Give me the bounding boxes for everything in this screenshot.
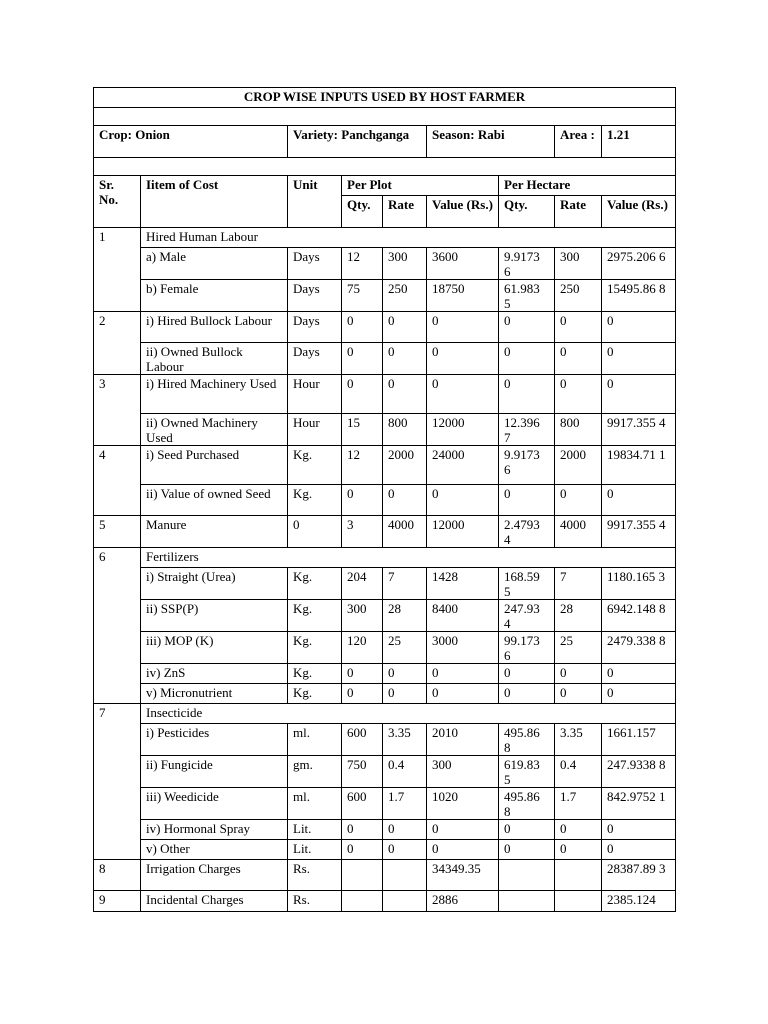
header-plot-rate: Rate [383, 196, 427, 228]
cell-plot-rate: 25 [383, 632, 427, 664]
cell-plot-rate: 0 [383, 664, 427, 684]
cell-hectare-qty: 247.93 4 [499, 600, 555, 632]
cell-item: b) Female [141, 280, 288, 312]
table-row [94, 860, 676, 891]
cell-hectare-rate: 0 [555, 820, 602, 840]
table-row [94, 600, 676, 632]
cell-hectare-value: 842.9752 1 [602, 788, 676, 820]
cell-plot-value: 1020 [427, 788, 499, 820]
cell-hectare-value: 0 [602, 375, 676, 414]
area-label: Area : [555, 126, 602, 158]
cell-unit: Kg. [288, 485, 342, 516]
cell-hectare-rate: 0 [555, 485, 602, 516]
cell-hectare-rate: 4000 [555, 516, 602, 548]
cell-hectare-qty: 9.9173 6 [499, 248, 555, 280]
cell-sr: 9 [94, 891, 141, 912]
table-row [94, 280, 676, 312]
cell-plot-rate: 4000 [383, 516, 427, 548]
cell-item: ii) SSP(P) [141, 600, 288, 632]
cell-hectare-value: 9917.355 4 [602, 516, 676, 548]
meta-row [94, 126, 676, 158]
cell-unit: Days [288, 343, 342, 375]
cell-hectare-rate: 0 [555, 840, 602, 860]
cell-unit: Kg. [288, 446, 342, 485]
cell-hectare-qty: 619.83 5 [499, 756, 555, 788]
table-row [94, 485, 676, 516]
table-row [94, 788, 676, 820]
spacer-row [94, 158, 676, 176]
table-row [94, 414, 676, 446]
cell-plot-rate: 28 [383, 600, 427, 632]
cell-plot-qty: 0 [342, 664, 383, 684]
cell-plot-value: 12000 [427, 414, 499, 446]
header-per-plot: Per Plot [342, 176, 499, 196]
spacer-row [94, 108, 676, 126]
cell-hectare-value: 0 [602, 343, 676, 375]
cell-hectare-rate: 7 [555, 568, 602, 600]
cell-hectare-value: 2479.338 8 [602, 632, 676, 664]
cell-hectare-rate: 25 [555, 632, 602, 664]
cell-hectare-rate [555, 891, 602, 912]
cell-plot-qty: 12 [342, 446, 383, 485]
cell-hectare-rate: 0 [555, 343, 602, 375]
crop-label: Crop: Onion [94, 126, 288, 158]
cell-item: Incidental Charges [141, 891, 288, 912]
cell-unit: Days [288, 312, 342, 343]
cell-plot-qty [342, 860, 383, 891]
cell-plot-qty: 3 [342, 516, 383, 548]
cell-plot-value: 0 [427, 684, 499, 704]
table-row [94, 568, 676, 600]
cell-unit: gm. [288, 756, 342, 788]
crop-inputs-table [93, 87, 676, 912]
table-row [94, 840, 676, 860]
cell-plot-qty: 300 [342, 600, 383, 632]
cell-hectare-value: 247.9338 8 [602, 756, 676, 788]
cell-plot-value: 0 [427, 664, 499, 684]
cell-item: ii) Fungicide [141, 756, 288, 788]
table-row [94, 312, 676, 343]
cell-plot-rate [383, 891, 427, 912]
cell-hectare-qty: 495.86 8 [499, 788, 555, 820]
cell-hectare-rate: 0 [555, 375, 602, 414]
cell-sr: 4 [94, 446, 141, 516]
cell-plot-qty: 0 [342, 485, 383, 516]
header-hectare-qty: Qty. [499, 196, 555, 228]
cell-plot-rate: 0 [383, 312, 427, 343]
cell-plot-value: 12000 [427, 516, 499, 548]
cell-hectare-qty: 9.9173 6 [499, 446, 555, 485]
cell-item: Hired Human Labour [141, 228, 676, 248]
cell-plot-value: 300 [427, 756, 499, 788]
cell-hectare-value: 0 [602, 840, 676, 860]
cell-plot-value: 0 [427, 840, 499, 860]
cell-item: Manure [141, 516, 288, 548]
cell-item: ii) Owned Machinery Used [141, 414, 288, 446]
cell-plot-rate: 1.7 [383, 788, 427, 820]
table-row [94, 684, 676, 704]
cell-plot-value: 3600 [427, 248, 499, 280]
area-value: 1.21 [602, 126, 676, 158]
cell-item: i) Hired Machinery Used [141, 375, 288, 414]
cell-sr: 3 [94, 375, 141, 446]
cell-hectare-rate: 0 [555, 684, 602, 704]
cell-plot-rate: 2000 [383, 446, 427, 485]
cell-plot-rate: 0 [383, 375, 427, 414]
table-row [94, 820, 676, 840]
cell-plot-value: 3000 [427, 632, 499, 664]
cell-plot-rate: 300 [383, 248, 427, 280]
cell-unit: Days [288, 280, 342, 312]
table-row [94, 446, 676, 485]
cell-item: ii) Owned Bullock Labour [141, 343, 288, 375]
cell-plot-value: 2886 [427, 891, 499, 912]
table-title: CROP WISE INPUTS USED BY HOST FARMER [94, 88, 676, 108]
cell-hectare-value: 9917.355 4 [602, 414, 676, 446]
table-row [94, 756, 676, 788]
cell-unit: Kg. [288, 600, 342, 632]
cell-item: v) Other [141, 840, 288, 860]
cell-sr: 1 [94, 228, 141, 312]
cell-item: v) Micronutrient [141, 684, 288, 704]
cell-hectare-value: 0 [602, 664, 676, 684]
header-unit: Unit [288, 176, 342, 228]
table-row [94, 375, 676, 414]
cell-unit: Lit. [288, 840, 342, 860]
cell-hectare-qty: 12.396 7 [499, 414, 555, 446]
cell-unit: Kg. [288, 684, 342, 704]
header-hectare-rate: Rate [555, 196, 602, 228]
cell-plot-rate: 0 [383, 820, 427, 840]
cell-hectare-value: 2385.124 [602, 891, 676, 912]
cell-plot-rate: 0 [383, 684, 427, 704]
cell-item: Irrigation Charges [141, 860, 288, 891]
cell-unit: Lit. [288, 820, 342, 840]
table-row [94, 343, 676, 375]
cell-plot-rate: 800 [383, 414, 427, 446]
season-label: Season: Rabi [427, 126, 555, 158]
cell-hectare-qty: 99.173 6 [499, 632, 555, 664]
cell-plot-qty [342, 891, 383, 912]
cell-unit: Kg. [288, 568, 342, 600]
cell-hectare-value: 1180.165 3 [602, 568, 676, 600]
cell-item: iii) Weedicide [141, 788, 288, 820]
cell-hectare-value: 0 [602, 312, 676, 343]
cell-sr: 8 [94, 860, 141, 891]
cell-plot-rate: 3.35 [383, 724, 427, 756]
table-row [94, 548, 676, 568]
cell-unit: ml. [288, 724, 342, 756]
cell-hectare-qty: 0 [499, 312, 555, 343]
cell-hectare-qty: 0 [499, 820, 555, 840]
cell-plot-qty: 120 [342, 632, 383, 664]
table-row [94, 664, 676, 684]
cell-plot-rate: 250 [383, 280, 427, 312]
cell-unit: Rs. [288, 891, 342, 912]
header-plot-qty: Qty. [342, 196, 383, 228]
cell-hectare-rate: 1.7 [555, 788, 602, 820]
cell-hectare-qty: 495.86 8 [499, 724, 555, 756]
cell-item: i) Seed Purchased [141, 446, 288, 485]
cell-hectare-value: 6942.148 8 [602, 600, 676, 632]
cell-plot-qty: 0 [342, 684, 383, 704]
cell-item: Fertilizers [141, 548, 676, 568]
cell-plot-value: 0 [427, 820, 499, 840]
cell-plot-rate: 0 [383, 343, 427, 375]
cell-unit: Kg. [288, 632, 342, 664]
cell-plot-value: 0 [427, 375, 499, 414]
cell-hectare-value: 1661.157 [602, 724, 676, 756]
cell-item: iv) ZnS [141, 664, 288, 684]
cell-item: i) Pesticides [141, 724, 288, 756]
cell-plot-qty: 0 [342, 820, 383, 840]
title-row [94, 88, 676, 108]
cell-sr: 2 [94, 312, 141, 375]
cell-hectare-qty: 0 [499, 664, 555, 684]
table-row [94, 891, 676, 912]
header-plot-value: Value (Rs.) [427, 196, 499, 228]
cell-hectare-value: 28387.89 3 [602, 860, 676, 891]
table-row [94, 632, 676, 664]
table-row [94, 516, 676, 548]
cell-unit: Hour [288, 414, 342, 446]
cell-hectare-rate: 2000 [555, 446, 602, 485]
header-per-hectare: Per Hectare [499, 176, 676, 196]
cell-hectare-rate: 0.4 [555, 756, 602, 788]
cell-hectare-qty [499, 860, 555, 891]
cell-hectare-value: 2975.206 6 [602, 248, 676, 280]
cell-hectare-qty: 2.4793 4 [499, 516, 555, 548]
cell-hectare-qty: 168.59 5 [499, 568, 555, 600]
cell-hectare-rate: 800 [555, 414, 602, 446]
cell-plot-qty: 0 [342, 312, 383, 343]
table-row [94, 248, 676, 280]
cell-hectare-rate: 28 [555, 600, 602, 632]
cell-sr: 6 [94, 548, 141, 704]
cell-hectare-value: 0 [602, 485, 676, 516]
header-item: Iitem of Cost [141, 176, 288, 228]
cell-plot-qty: 600 [342, 788, 383, 820]
cell-item: a) Male [141, 248, 288, 280]
cell-hectare-rate: 250 [555, 280, 602, 312]
cell-unit: Rs. [288, 860, 342, 891]
cell-unit: Kg. [288, 664, 342, 684]
cell-hectare-rate: 0 [555, 312, 602, 343]
cell-plot-value: 1428 [427, 568, 499, 600]
cell-plot-qty: 0 [342, 375, 383, 414]
cell-plot-qty: 750 [342, 756, 383, 788]
variety-label: Variety: Panchganga [288, 126, 427, 158]
cell-hectare-rate: 300 [555, 248, 602, 280]
table-row [94, 228, 676, 248]
cell-plot-rate: 7 [383, 568, 427, 600]
header-row [94, 176, 676, 196]
cell-plot-value: 24000 [427, 446, 499, 485]
cell-item: i) Straight (Urea) [141, 568, 288, 600]
cell-hectare-rate [555, 860, 602, 891]
cell-plot-value: 8400 [427, 600, 499, 632]
cell-plot-rate: 0.4 [383, 756, 427, 788]
table-row [94, 704, 676, 724]
cell-hectare-value: 19834.71 1 [602, 446, 676, 485]
cell-plot-qty: 0 [342, 343, 383, 375]
cell-hectare-rate: 3.35 [555, 724, 602, 756]
cell-plot-value: 0 [427, 312, 499, 343]
cell-plot-value: 34349.35 [427, 860, 499, 891]
cell-plot-value: 18750 [427, 280, 499, 312]
cell-item: iv) Hormonal Spray [141, 820, 288, 840]
cell-plot-value: 0 [427, 485, 499, 516]
cell-item: Insecticide [141, 704, 676, 724]
cell-sr: 5 [94, 516, 141, 548]
cell-unit: 0 [288, 516, 342, 548]
cell-plot-qty: 600 [342, 724, 383, 756]
cell-hectare-qty: 0 [499, 375, 555, 414]
cell-plot-rate [383, 860, 427, 891]
header-hectare-value: Value (Rs.) [602, 196, 676, 228]
cell-hectare-qty [499, 891, 555, 912]
cell-plot-qty: 204 [342, 568, 383, 600]
cell-hectare-rate: 0 [555, 664, 602, 684]
cell-hectare-qty: 0 [499, 485, 555, 516]
table-row [94, 724, 676, 756]
cell-hectare-qty: 0 [499, 343, 555, 375]
cell-plot-qty: 15 [342, 414, 383, 446]
cell-plot-qty: 75 [342, 280, 383, 312]
cell-hectare-qty: 0 [499, 684, 555, 704]
cell-unit: ml. [288, 788, 342, 820]
cell-unit: Days [288, 248, 342, 280]
cell-hectare-qty: 0 [499, 840, 555, 860]
cell-item: iii) MOP (K) [141, 632, 288, 664]
cell-sr: 7 [94, 704, 141, 860]
cell-hectare-value: 0 [602, 820, 676, 840]
cell-item: ii) Value of owned Seed [141, 485, 288, 516]
cell-plot-rate: 0 [383, 485, 427, 516]
cell-plot-rate: 0 [383, 840, 427, 860]
cell-hectare-value: 0 [602, 684, 676, 704]
cell-hectare-qty: 61.983 5 [499, 280, 555, 312]
cell-unit: Hour [288, 375, 342, 414]
cell-hectare-value: 15495.86 8 [602, 280, 676, 312]
cell-plot-value: 0 [427, 343, 499, 375]
header-sr: Sr. No. [94, 176, 141, 228]
cell-plot-value: 2010 [427, 724, 499, 756]
cell-item: i) Hired Bullock Labour [141, 312, 288, 343]
cell-plot-qty: 12 [342, 248, 383, 280]
cell-plot-qty: 0 [342, 840, 383, 860]
